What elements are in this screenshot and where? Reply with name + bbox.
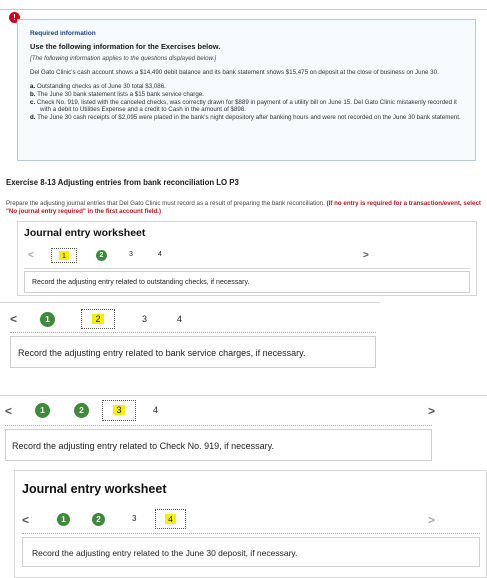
- step-prompt: Record the adjusting entry related to outstanding checks, if necessary.: [24, 271, 470, 293]
- alert-icon: !: [9, 12, 20, 23]
- list-item: a. Outstanding checks as of June 30 total $3,086.: [30, 83, 166, 90]
- next-chevron-icon[interactable]: >: [428, 513, 436, 527]
- required-information-panel: [17, 19, 476, 161]
- required-info-title: Required information: [30, 30, 96, 37]
- list-item: b. The June 30 bank statement lists a $15 bank service charge.: [30, 90, 204, 98]
- step-tab-4[interactable]: 4: [158, 251, 162, 258]
- exercise-title: Exercise 8-13 Adjusting entries from bank reconciliation LO P3: [6, 178, 239, 187]
- step-tab-3[interactable]: 3: [132, 514, 137, 523]
- prev-chevron-icon[interactable]: <: [5, 404, 13, 418]
- list-item: d. The June 30 cash receipts of $2,095 were placed in the bank's night depository after banking hours and were not recorded on the June 30 bank statement.: [30, 114, 461, 122]
- step-divider: [24, 268, 470, 269]
- next-chevron-icon[interactable]: >: [428, 404, 436, 418]
- prev-chevron-icon[interactable]: <: [22, 513, 30, 527]
- prev-chevron-icon[interactable]: <: [10, 312, 18, 326]
- step-tab-1[interactable]: 1: [57, 513, 70, 526]
- required-info-subtitle: Use the following information for the Exercises below.: [30, 42, 221, 51]
- step-divider: [5, 425, 432, 426]
- exercise-instructions: Prepare the adjusting journal entries that Del Gato Clinic must record as a result of preparing the bank reconciliation. (If no entry is required for a transaction/event, select "No journal entry required" in the first account field.): [6, 200, 481, 215]
- section-divider: [0, 395, 487, 396]
- step-tab-2[interactable]: 2: [81, 309, 115, 329]
- section-divider: [0, 302, 380, 303]
- next-chevron-icon[interactable]: >: [363, 250, 369, 261]
- step-divider: [22, 533, 480, 534]
- step-divider: [10, 332, 376, 333]
- step-tab-1[interactable]: 1: [35, 403, 50, 418]
- required-info-note: [The following information applies to the questions displayed below.]: [30, 55, 217, 62]
- step-prompt: Record the adjusting entry related to the June 30 deposit, if necessary.: [22, 537, 480, 567]
- list-item: c. Check No. 919, listed with the canceled checks, was correctly drawn for $889 in payment of a utility bill on June 15. Del Gato Clinic mistakenly recorded it with a debit to Utilities Expense and a credit to Cash in the amount of $898.: [30, 98, 457, 114]
- step-tab-2[interactable]: 2: [96, 250, 107, 261]
- step-tab-3[interactable]: 3: [129, 251, 133, 258]
- required-info-list: [30, 83, 463, 122]
- top-divider: [0, 9, 487, 10]
- step-tab-4[interactable]: 4: [155, 509, 186, 529]
- step-tab-4[interactable]: 4: [153, 405, 159, 415]
- step-tab-2[interactable]: 2: [74, 403, 89, 418]
- worksheet-title: Journal entry worksheet: [24, 227, 146, 239]
- exercise-instructions-bold: (If no entry is required for a transaction/event, select "No journal entry required" in the first account field.): [6, 200, 481, 215]
- step-prompt: Record the adjusting entry related to Check No. 919, if necessary.: [5, 429, 432, 461]
- step-tab-4[interactable]: 4: [177, 314, 183, 324]
- step-tab-1[interactable]: 1: [51, 248, 77, 263]
- step-tab-1[interactable]: 1: [40, 312, 55, 327]
- required-info-paragraph: Del Gato Clinic's cash account shows a $14,490 debit balance and its bank statement shows $15,475 on deposit at the close of business on June 30.: [30, 69, 439, 76]
- step-tab-3[interactable]: 3: [102, 400, 136, 421]
- step-tab-2[interactable]: 2: [92, 513, 105, 526]
- step-prompt: Record the adjusting entry related to bank service charges, if necessary.: [10, 336, 376, 368]
- prev-chevron-icon[interactable]: <: [28, 250, 34, 261]
- worksheet-title: Journal entry worksheet: [22, 482, 167, 496]
- step-tab-3[interactable]: 3: [142, 314, 148, 324]
